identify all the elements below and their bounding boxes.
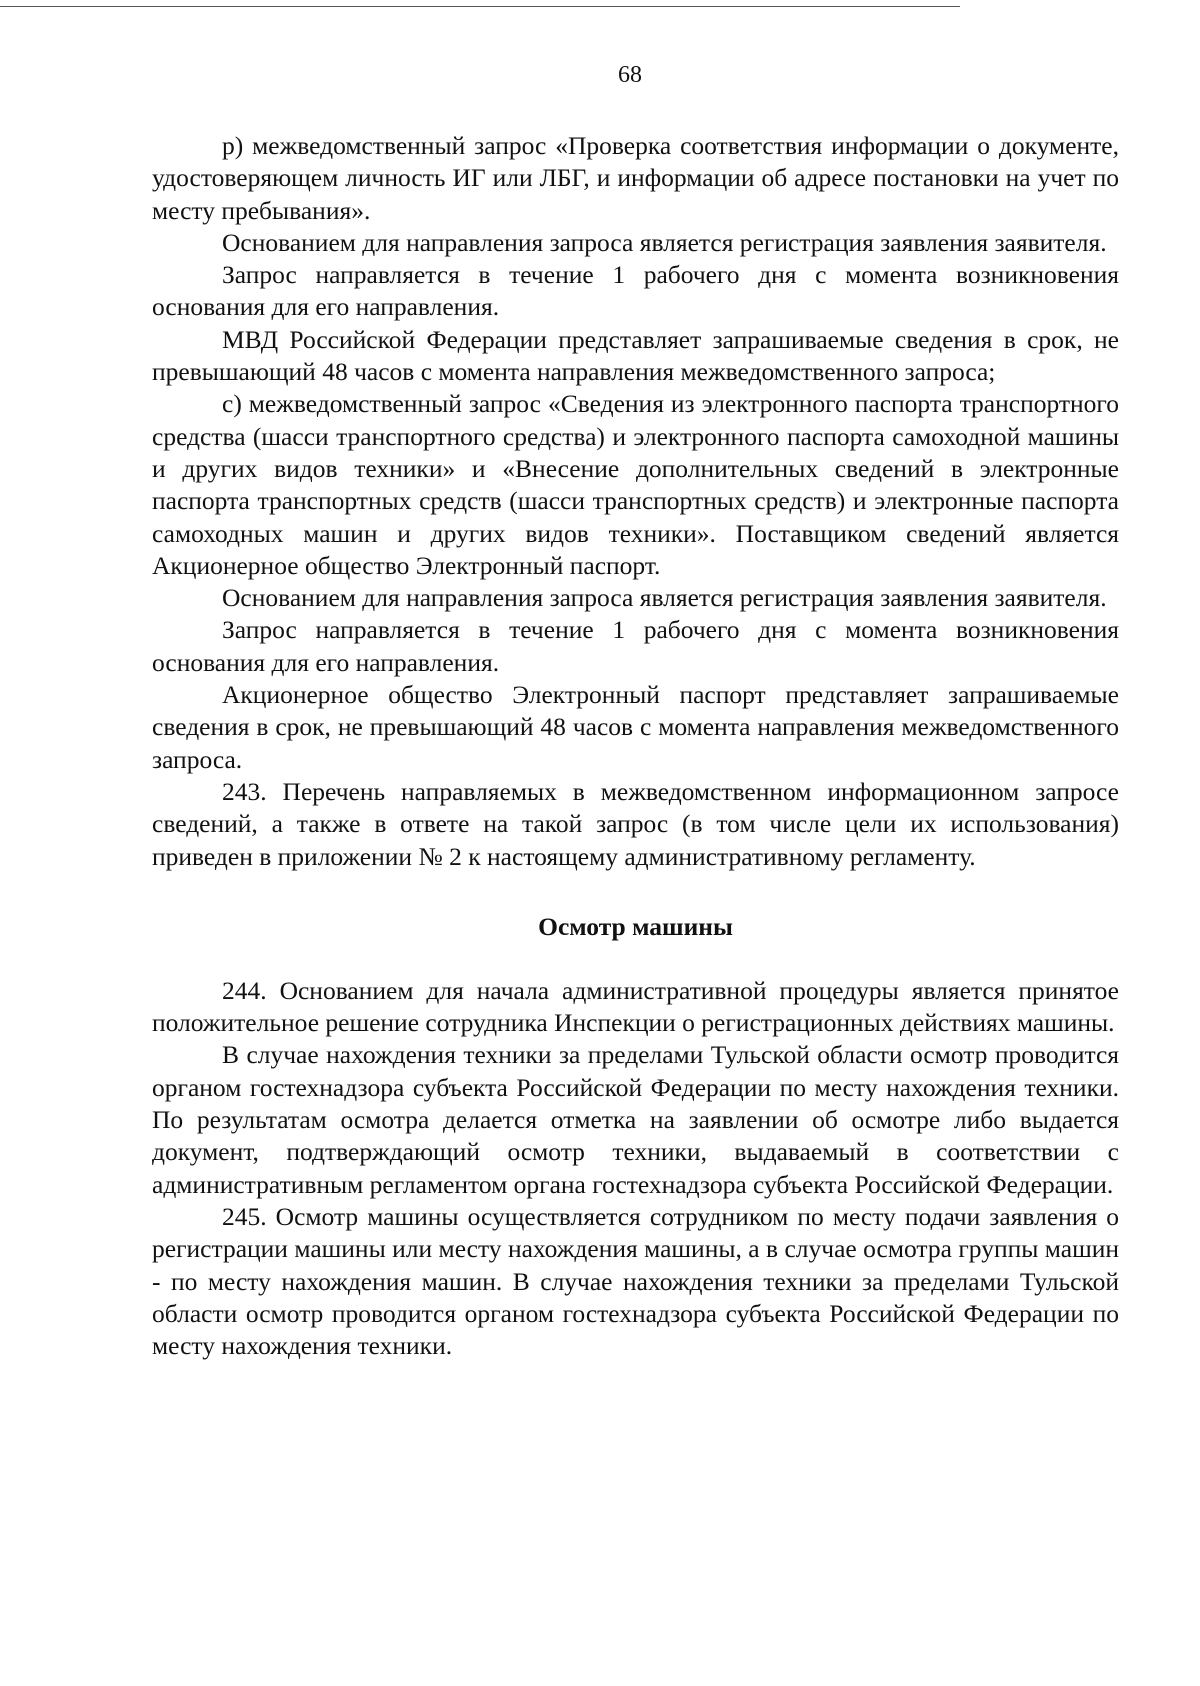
paragraph-ao-response: Акционерное общество Электронный паспорт представляет запрашиваемые сведения в срок, не превышающий 48 часов с момента направления межведомственного запроса. xyxy=(152,680,1119,774)
paragraph-244: 244. Основанием для начала административной процедуры является принятое положительное решение сотрудника Инспекции о регистрационных действиях машины. xyxy=(152,975,1119,1038)
paragraph-r-request: р) межведомственный запрос «Проверка соответствия информации о документе, удостоверяющем личность ИГ или ЛБГ, и информации об адресе постановки на учет по месту пребывания». xyxy=(152,131,1119,225)
paragraph-mvd-response: МВД Российской Федерации представляет запрашиваемые сведения в срок, не превышающий 48 часов с момента направления межведомственного запроса; xyxy=(152,324,1119,387)
document-body xyxy=(152,130,1119,1362)
paragraph-deadline-1: Запрос направляется в течение 1 рабочего дня с момента возникновения основания для его направления. xyxy=(152,260,1119,322)
paragraph-245: 245. Осмотр машины осуществляется сотрудником по месту подачи заявления о регистрации машины или месту нахождения машины, а в случае осмотра группы машин - по месту нахождения машин. В случае нахождения техники за пределами Тульской области осмотр проводится органом гостехнадзора субъекта Российской Федерации по месту нахождения техники. xyxy=(152,1201,1119,1361)
section-heading: Осмотр машины xyxy=(538,911,733,941)
paragraph-deadline-2: Запрос направляется в течение 1 рабочего дня с момента возникновения основания для его направления. xyxy=(152,615,1119,677)
paragraph-basis-2: Основанием для направления запроса является регистрация заявления заявителя. xyxy=(222,583,1107,613)
page-number: 68 xyxy=(618,62,642,88)
paragraph-inspection-outside-region: В случае нахождения техники за пределами Тульской области осмотр проводится органом гостехнадзора субъекта Российской Федерации по месту нахождения техники. По результатам осмотра делается отметка на заявлении об осмотре либо выдается документ, подтверждающий осмотр техники, выдаваемый в соответствии с административным регламентом органа гостехнадзора субъекта Российской Федерации. xyxy=(152,1040,1119,1199)
paragraph-basis-1: Основанием для направления запроса является регистрация заявления заявителя. xyxy=(222,227,1107,257)
top-rule xyxy=(0,6,960,7)
paragraph-s-request: с) межведомственный запрос «Сведения из электронного паспорта транспортного средства (шасси транспортного средства) и электронного паспорта самоходной машины и других видов техники» и «Внесение дополнительных сведений в электронные паспорта транспортных средств (шасси транспортных средств) и электронные паспорта самоходных машин и других видов техники». Поставщиком сведений является Акционерное общество Электронный паспорт. xyxy=(152,389,1119,580)
paragraph-243: 243. Перечень направляемых в межведомственном информационном запросе сведений, а также в ответе на такой запрос (в том числе цели их использования) приведен в приложении № 2 к настоящему административному регламенту. xyxy=(152,776,1119,871)
